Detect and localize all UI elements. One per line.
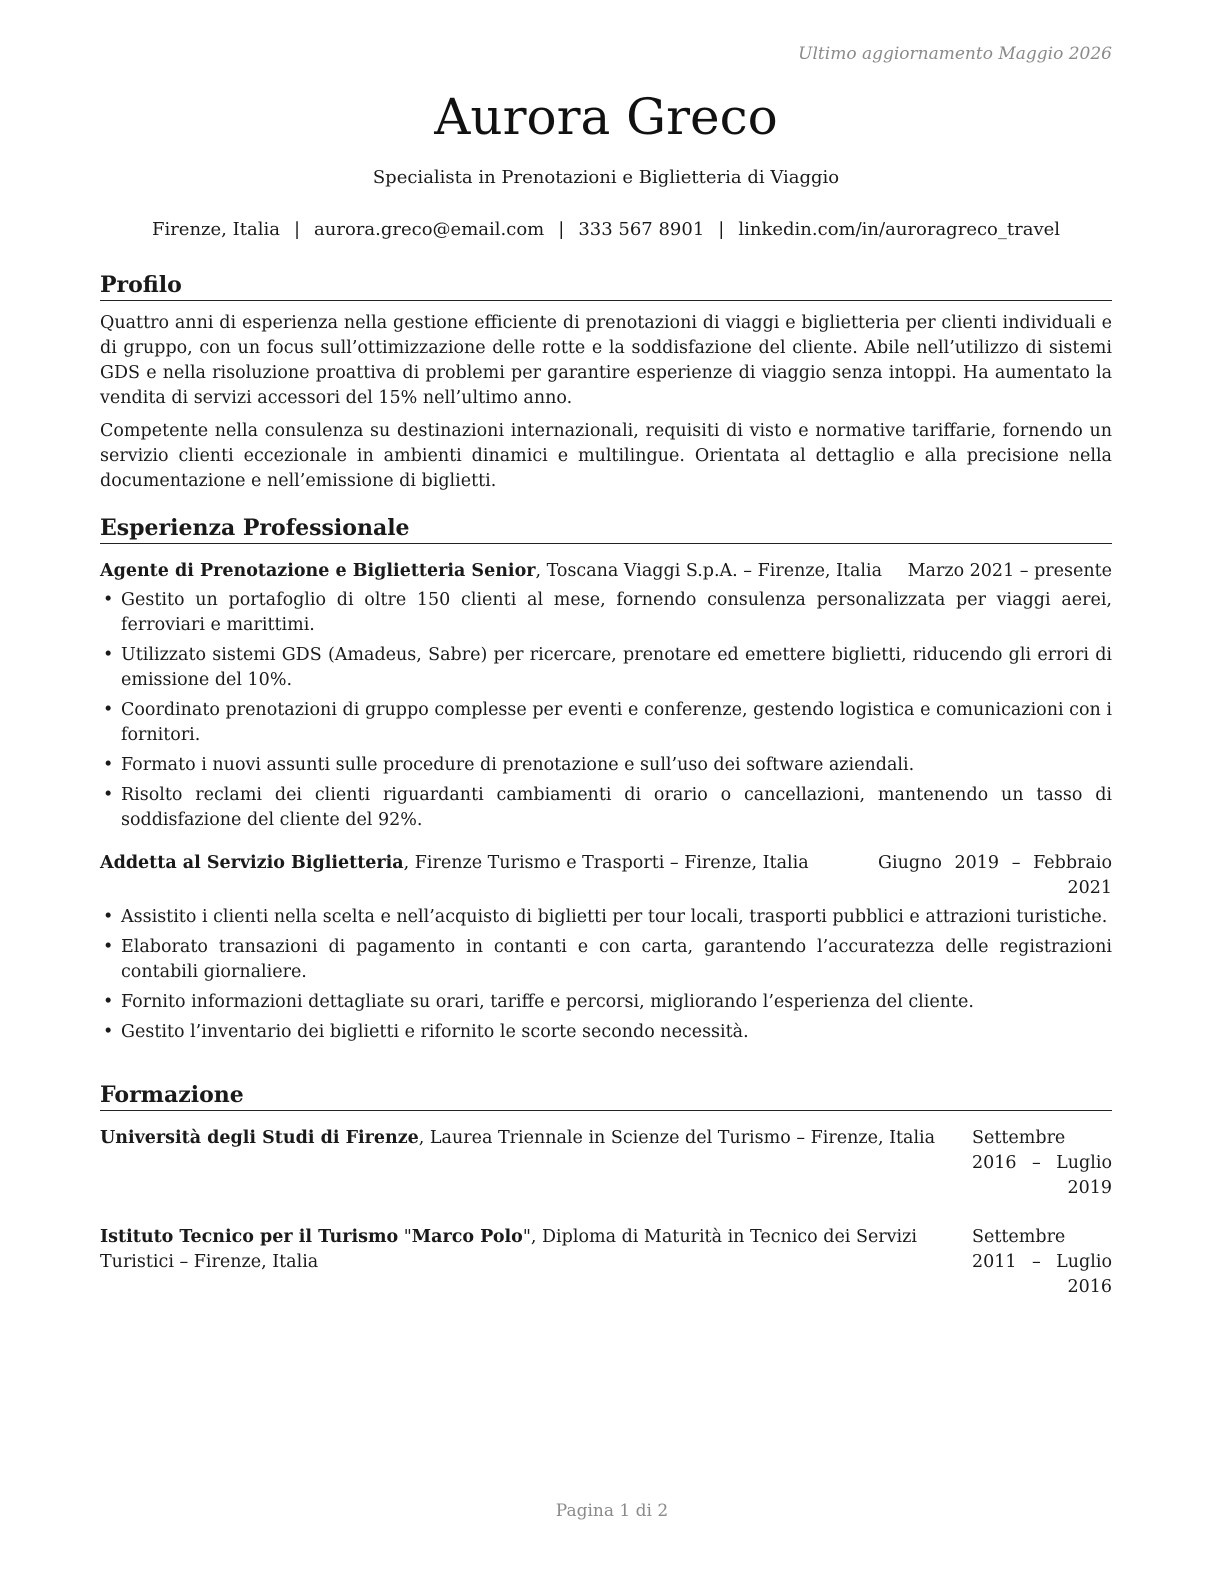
bullet-icon: • — [103, 645, 114, 665]
contact-separator: | — [558, 219, 565, 240]
list-item — [100, 588, 1112, 638]
bullet-text: Assistito i clienti nella scelta e nell’acquisto di biglietti per tour locali, trasporti pubblici e attrazioni turistiche. — [121, 907, 1108, 927]
profile-section — [100, 271, 1112, 494]
list-item — [100, 1020, 1112, 1045]
contact-separator: | — [293, 219, 301, 240]
education-dates: Settembre 2011 – Luglio 2016 — [972, 1227, 1112, 1297]
bullet-text: Formato i nuovi assunti sulle procedure di prenotazione e sull’uso dei software aziendali. — [121, 755, 915, 775]
bullet-icon: • — [103, 755, 114, 775]
candidate-name: Aurora Greco — [434, 88, 778, 146]
education-school: Università degli Studi di Firenze — [100, 1128, 419, 1148]
bullet-icon: • — [103, 907, 114, 927]
bullet-text: Elaborato transazioni di pagamento in contanti e con carta, garantendo l’accuratezza delle registrazioni contabili giornaliere. — [121, 937, 1112, 982]
profile-paragraph: Quattro anni di esperienza nella gestione efficiente di prenotazioni di viaggi e biglietteria per clienti individuali e di gruppo, con un focus sull’ottimizzazione delle rotte e la soddisfazione del cliente. Abile nell’utilizzo di sistemi GDS e nella risoluzione proattiva di problemi per garantire esperienze di viaggio senza intoppi. Ha aumentato la vendita di servizi accessori del 15% nell’ultimo anno. — [100, 313, 1112, 408]
education-dates: Settembre 2016 – Luglio 2019 — [972, 1128, 1112, 1198]
contact-email[interactable]: aurora.greco@email.com — [314, 219, 545, 240]
job-bullet-list — [100, 905, 1112, 1045]
list-item — [100, 643, 1112, 693]
profile-paragraph: Competente nella consulenza su destinazioni internazionali, requisiti di visto e normative tariffarie, fornendo un servizio clienti eccezionale in ambienti dinamici e multilingue. Orientata al dettaglio e alla precisione nella documentazione e nell’emissione di biglietti. — [100, 421, 1112, 491]
list-item — [100, 753, 1112, 778]
job-title-line — [100, 851, 878, 876]
quote-mark: " — [522, 1227, 531, 1247]
quote-mark: " — [398, 1227, 412, 1247]
section-heading-education: Formazione — [100, 1081, 1112, 1111]
list-item — [100, 935, 1112, 985]
education-school: Istituto Tecnico per il Turismo — [100, 1227, 399, 1247]
education-section — [100, 1081, 1112, 1300]
bullet-icon: • — [103, 1022, 114, 1042]
bullet-icon: • — [103, 700, 114, 720]
candidate-title: Specialista in Prenotazioni e Biglietteria di Viaggio — [372, 167, 840, 188]
job-bullet-list — [100, 588, 1112, 833]
bullet-text: Risolto reclami dei clienti riguardanti cambiamenti di orario o cancellazioni, mantenendo un tasso di soddisfazione del cliente del 92%. — [121, 785, 1112, 830]
list-item — [100, 905, 1112, 930]
last-updated-note: Ultimo aggiornamento Maggio 2026 — [798, 44, 1112, 64]
job-dates: Giugno 2019 – Febbraio 2021 — [878, 853, 1112, 898]
page-number: Pagina 1 di 2 — [555, 1501, 669, 1521]
bullet-icon: • — [103, 785, 114, 805]
bullet-text: Coordinato prenotazioni di gruppo complesse per eventi e conferenze, gestendo logistica e comunicazioni con i fornitori. — [121, 700, 1112, 745]
job-role: Addetta al Servizio Biglietteria — [100, 853, 404, 873]
education-item — [100, 1126, 1112, 1201]
bullet-text: Utilizzato sistemi GDS (Amadeus, Sabre) per ricercare, prenotare ed emettere biglietti, riducendo gli errori di emissione del 10%. — [121, 645, 1112, 690]
list-item — [100, 990, 1112, 1015]
job-title-line — [100, 559, 908, 584]
section-heading-experience: Esperienza Professionale — [100, 514, 1112, 544]
job-header — [100, 851, 1112, 901]
bullet-icon: • — [103, 937, 114, 957]
section-heading-profile: Profilo — [100, 271, 1112, 301]
contact-phone: 333 567 8901 — [578, 219, 705, 240]
job-company: , Firenze Turismo e Trasporti – Firenze, Italia — [403, 853, 809, 873]
contact-linkedin[interactable]: linkedin.com/in/auroragreco_travel — [738, 219, 1061, 240]
bullet-icon: • — [103, 992, 114, 1012]
bullet-icon: • — [103, 590, 114, 610]
job-company: , Toscana Viaggi S.p.A. – Firenze, Italia — [535, 561, 883, 581]
education-school-name: Marco Polo — [411, 1227, 523, 1247]
list-item — [100, 698, 1112, 748]
bullet-text: Fornito informazioni dettagliate su orari, tariffe e percorsi, migliorando l’esperienza del cliente. — [121, 992, 974, 1012]
contact-location: Firenze, Italia — [151, 219, 280, 240]
education-title-line — [100, 1126, 972, 1151]
contact-line — [100, 219, 1112, 240]
job-dates: Marzo 2021 – presente — [907, 561, 1112, 581]
list-item — [100, 783, 1112, 833]
education-item — [100, 1225, 1112, 1300]
education-detail: , Laurea Triennale in Scienze del Turismo – Firenze, Italia — [418, 1128, 936, 1148]
job-header — [100, 559, 1112, 584]
bullet-text: Gestito l’inventario dei biglietti e rifornito le scorte secondo necessità. — [121, 1022, 749, 1042]
contact-separator: | — [718, 219, 725, 240]
education-detail: , Diploma di Maturità in Tecnico dei Servizi Turistici – Firenze, Italia — [100, 1227, 917, 1272]
education-title-line — [100, 1225, 972, 1275]
bullet-text: Gestito un portafoglio di oltre 150 clienti al mese, fornendo consulenza personalizzata per viaggi aerei, ferroviari e marittimi. — [121, 590, 1112, 635]
experience-section — [100, 514, 1112, 1050]
job-role: Agente di Prenotazione e Biglietteria Senior — [100, 561, 536, 581]
